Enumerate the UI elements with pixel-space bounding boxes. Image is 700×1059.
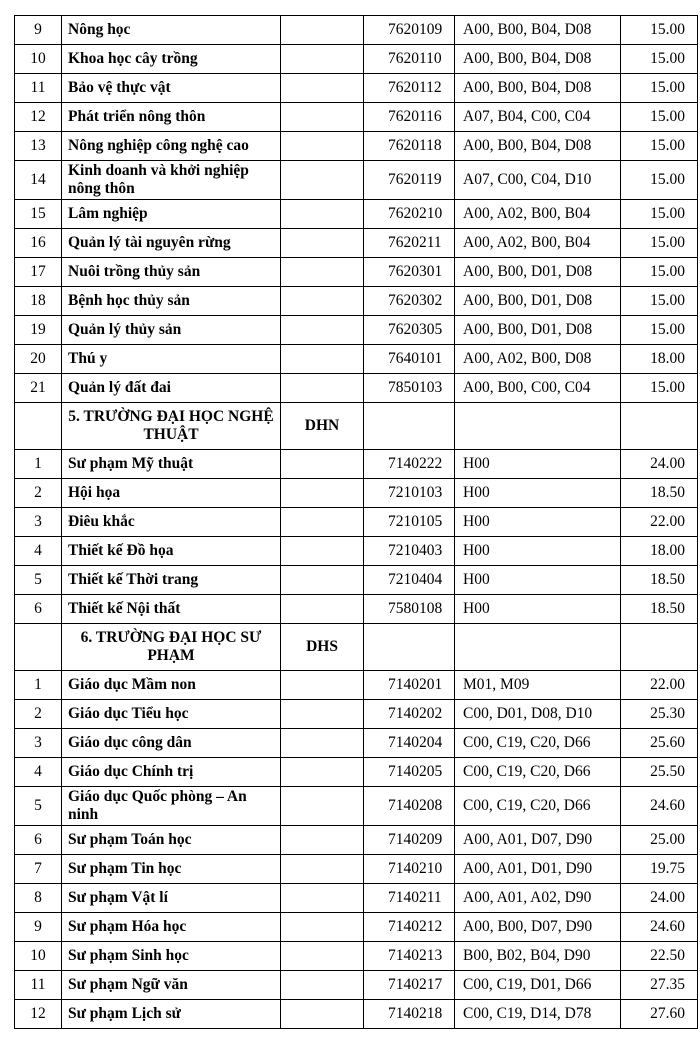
major-name-cell: Giáo dục Chính trị bbox=[62, 758, 281, 787]
major-name-cell: Sư phạm Hóa học bbox=[62, 913, 281, 942]
subject-combinations-cell: B00, B02, B04, D90 bbox=[455, 942, 621, 971]
benchmark-score-cell: 18.00 bbox=[621, 345, 698, 374]
subject-combinations-cell: C00, C19, C20, D66 bbox=[455, 787, 621, 826]
admission-code-cell: 7580108 bbox=[364, 595, 455, 624]
row-number-cell: 1 bbox=[15, 450, 62, 479]
admission-code-cell: 7140208 bbox=[364, 787, 455, 826]
school-code-cell bbox=[281, 671, 364, 700]
school-code-cell bbox=[281, 316, 364, 345]
major-name-cell: Quản lý thủy sản bbox=[62, 316, 281, 345]
major-name-cell: Hội họa bbox=[62, 479, 281, 508]
benchmark-score-cell: 15.00 bbox=[621, 287, 698, 316]
benchmark-score-cell: 15.00 bbox=[621, 200, 698, 229]
admission-code-cell: 7620109 bbox=[364, 16, 455, 45]
school-code-cell: DHS bbox=[281, 624, 364, 671]
major-name-cell: Lâm nghiệp bbox=[62, 200, 281, 229]
benchmark-score-cell: 25.30 bbox=[621, 700, 698, 729]
benchmark-score-cell: 18.50 bbox=[621, 566, 698, 595]
row-number-cell: 5 bbox=[15, 787, 62, 826]
subject-combinations-cell: A00, A02, B00, B04 bbox=[455, 229, 621, 258]
admission-code-cell: 7620301 bbox=[364, 258, 455, 287]
subject-combinations-cell: A00, B00, B04, D08 bbox=[455, 74, 621, 103]
benchmark-score-cell: 15.00 bbox=[621, 161, 698, 200]
row-number-cell: 2 bbox=[15, 479, 62, 508]
major-name-cell: Kinh doanh và khởi nghiệp nông thôn bbox=[62, 161, 281, 200]
row-number-cell: 14 bbox=[15, 161, 62, 200]
row-number-cell: 12 bbox=[15, 103, 62, 132]
subject-combinations-cell bbox=[455, 403, 621, 450]
school-code-cell bbox=[281, 595, 364, 624]
subject-combinations-cell bbox=[455, 624, 621, 671]
school-code-cell bbox=[281, 45, 364, 74]
admission-code-cell: 7850103 bbox=[364, 374, 455, 403]
table-row bbox=[15, 913, 698, 942]
benchmark-score-cell: 15.00 bbox=[621, 316, 698, 345]
school-code-cell bbox=[281, 729, 364, 758]
school-code-cell bbox=[281, 826, 364, 855]
school-code-cell bbox=[281, 1000, 364, 1029]
subject-combinations-cell: H00 bbox=[455, 479, 621, 508]
admission-code-cell: 7620112 bbox=[364, 74, 455, 103]
admission-code-cell: 7140213 bbox=[364, 942, 455, 971]
table-row bbox=[15, 508, 698, 537]
row-number-cell: 8 bbox=[15, 884, 62, 913]
benchmark-score-cell: 24.00 bbox=[621, 450, 698, 479]
school-code-cell bbox=[281, 74, 364, 103]
benchmark-score-cell: 15.00 bbox=[621, 45, 698, 74]
major-name-cell: Thiết kế Nội thất bbox=[62, 595, 281, 624]
subject-combinations-cell: A00, B00, C00, C04 bbox=[455, 374, 621, 403]
subject-combinations-cell: H00 bbox=[455, 566, 621, 595]
admission-code-cell: 7140217 bbox=[364, 971, 455, 1000]
admission-code-cell: 7620302 bbox=[364, 287, 455, 316]
table-row bbox=[15, 537, 698, 566]
table-row bbox=[15, 374, 698, 403]
benchmark-score-cell: 18.50 bbox=[621, 479, 698, 508]
admission-code-cell bbox=[364, 403, 455, 450]
admission-code-cell: 7640101 bbox=[364, 345, 455, 374]
table-row bbox=[15, 229, 698, 258]
table-row bbox=[15, 161, 698, 200]
school-code-cell bbox=[281, 103, 364, 132]
benchmark-score-cell: 19.75 bbox=[621, 855, 698, 884]
major-name-cell: 6. TRƯỜNG ĐẠI HỌC SƯ PHẠM bbox=[62, 624, 281, 671]
table-row bbox=[15, 671, 698, 700]
subject-combinations-cell: A00, B00, D07, D90 bbox=[455, 913, 621, 942]
table-row bbox=[15, 826, 698, 855]
row-number-cell bbox=[15, 403, 62, 450]
school-code-cell bbox=[281, 884, 364, 913]
admission-code-cell: 7620305 bbox=[364, 316, 455, 345]
subject-combinations-cell: M01, M09 bbox=[455, 671, 621, 700]
admission-code-cell: 7140202 bbox=[364, 700, 455, 729]
table-row bbox=[15, 74, 698, 103]
row-number-cell: 5 bbox=[15, 566, 62, 595]
table-row bbox=[15, 200, 698, 229]
benchmark-score-cell: 22.50 bbox=[621, 942, 698, 971]
admission-code-cell: 7210105 bbox=[364, 508, 455, 537]
benchmark-score-cell: 24.60 bbox=[621, 787, 698, 826]
subject-combinations-cell: A00, A01, D07, D90 bbox=[455, 826, 621, 855]
admission-code-cell: 7620118 bbox=[364, 132, 455, 161]
admission-code-cell: 7140211 bbox=[364, 884, 455, 913]
row-number-cell: 6 bbox=[15, 595, 62, 624]
subject-combinations-cell: A00, B00, D01, D08 bbox=[455, 258, 621, 287]
subject-combinations-cell: C00, C19, C20, D66 bbox=[455, 758, 621, 787]
table-row bbox=[15, 132, 698, 161]
table-row bbox=[15, 16, 698, 45]
row-number-cell: 13 bbox=[15, 132, 62, 161]
table-row bbox=[15, 758, 698, 787]
row-number-cell: 4 bbox=[15, 758, 62, 787]
admission-scores-table bbox=[14, 15, 698, 1029]
table-row bbox=[15, 1000, 698, 1029]
school-code-cell bbox=[281, 971, 364, 1000]
major-name-cell: Giáo dục Quốc phòng – An ninh bbox=[62, 787, 281, 826]
major-name-cell: Thiết kế Thời trang bbox=[62, 566, 281, 595]
school-code-cell bbox=[281, 942, 364, 971]
table-row bbox=[15, 258, 698, 287]
subject-combinations-cell: C00, C19, D01, D66 bbox=[455, 971, 621, 1000]
row-number-cell: 12 bbox=[15, 1000, 62, 1029]
school-code-cell bbox=[281, 758, 364, 787]
major-name-cell: Thú y bbox=[62, 345, 281, 374]
major-name-cell: Nông học bbox=[62, 16, 281, 45]
benchmark-score-cell: 15.00 bbox=[621, 16, 698, 45]
admission-code-cell: 7140218 bbox=[364, 1000, 455, 1029]
major-name-cell: Giáo dục Tiểu học bbox=[62, 700, 281, 729]
row-number-cell: 1 bbox=[15, 671, 62, 700]
major-name-cell: Nuôi trồng thủy sản bbox=[62, 258, 281, 287]
admission-code-cell: 7620210 bbox=[364, 200, 455, 229]
subject-combinations-cell: A00, B00, B04, D08 bbox=[455, 45, 621, 74]
subject-combinations-cell: A00, A02, B00, D08 bbox=[455, 345, 621, 374]
table-row bbox=[15, 479, 698, 508]
row-number-cell bbox=[15, 624, 62, 671]
row-number-cell: 11 bbox=[15, 971, 62, 1000]
table-row bbox=[15, 287, 698, 316]
admission-code-cell: 7210103 bbox=[364, 479, 455, 508]
table-body bbox=[15, 16, 698, 1029]
table-row bbox=[15, 316, 698, 345]
benchmark-score-cell: 25.50 bbox=[621, 758, 698, 787]
benchmark-score-cell: 25.00 bbox=[621, 826, 698, 855]
benchmark-score-cell: 15.00 bbox=[621, 258, 698, 287]
admission-code-cell: 7140201 bbox=[364, 671, 455, 700]
major-name-cell: Quản lý đất đai bbox=[62, 374, 281, 403]
subject-combinations-cell: A00, B00, D01, D08 bbox=[455, 287, 621, 316]
table-row bbox=[15, 595, 698, 624]
major-name-cell: Sư phạm Mỹ thuật bbox=[62, 450, 281, 479]
major-name-cell: Giáo dục Mầm non bbox=[62, 671, 281, 700]
row-number-cell: 3 bbox=[15, 508, 62, 537]
table-row bbox=[15, 700, 698, 729]
row-number-cell: 9 bbox=[15, 913, 62, 942]
subject-combinations-cell: A00, B00, B04, D08 bbox=[455, 16, 621, 45]
subject-combinations-cell: H00 bbox=[455, 450, 621, 479]
row-number-cell: 6 bbox=[15, 826, 62, 855]
school-code-cell bbox=[281, 700, 364, 729]
subject-combinations-cell: H00 bbox=[455, 508, 621, 537]
benchmark-score-cell: 15.00 bbox=[621, 374, 698, 403]
major-name-cell: 5. TRƯỜNG ĐẠI HỌC NGHỆ THUẬT bbox=[62, 403, 281, 450]
table-row bbox=[15, 345, 698, 374]
school-code-cell bbox=[281, 258, 364, 287]
admission-code-cell: 7140204 bbox=[364, 729, 455, 758]
major-name-cell: Sư phạm Toán học bbox=[62, 826, 281, 855]
subject-combinations-cell: A00, B00, D01, D08 bbox=[455, 316, 621, 345]
benchmark-score-cell: 18.50 bbox=[621, 595, 698, 624]
section-header-row bbox=[15, 624, 698, 671]
major-name-cell: Bảo vệ thực vật bbox=[62, 74, 281, 103]
school-code-cell bbox=[281, 450, 364, 479]
major-name-cell: Quản lý tài nguyên rừng bbox=[62, 229, 281, 258]
school-code-cell bbox=[281, 200, 364, 229]
admission-code-cell: 7620211 bbox=[364, 229, 455, 258]
benchmark-score-cell: 27.60 bbox=[621, 1000, 698, 1029]
row-number-cell: 15 bbox=[15, 200, 62, 229]
school-code-cell bbox=[281, 345, 364, 374]
table-row bbox=[15, 855, 698, 884]
benchmark-score-cell: 25.60 bbox=[621, 729, 698, 758]
major-name-cell: Bệnh học thủy sản bbox=[62, 287, 281, 316]
major-name-cell: Giáo dục công dân bbox=[62, 729, 281, 758]
admission-code-cell: 7140209 bbox=[364, 826, 455, 855]
row-number-cell: 16 bbox=[15, 229, 62, 258]
row-number-cell: 18 bbox=[15, 287, 62, 316]
table-row bbox=[15, 942, 698, 971]
school-code-cell bbox=[281, 229, 364, 258]
admission-code-cell: 7140205 bbox=[364, 758, 455, 787]
school-code-cell bbox=[281, 787, 364, 826]
table-row bbox=[15, 566, 698, 595]
row-number-cell: 9 bbox=[15, 16, 62, 45]
major-name-cell: Sư phạm Ngữ văn bbox=[62, 971, 281, 1000]
benchmark-score-cell: 15.00 bbox=[621, 229, 698, 258]
table-row bbox=[15, 45, 698, 74]
row-number-cell: 20 bbox=[15, 345, 62, 374]
benchmark-score-cell: 27.35 bbox=[621, 971, 698, 1000]
row-number-cell: 2 bbox=[15, 700, 62, 729]
admission-code-cell: 7620119 bbox=[364, 161, 455, 200]
admission-code-cell: 7210403 bbox=[364, 537, 455, 566]
benchmark-score-cell: 18.00 bbox=[621, 537, 698, 566]
row-number-cell: 21 bbox=[15, 374, 62, 403]
benchmark-score-cell: 15.00 bbox=[621, 103, 698, 132]
benchmark-score-cell: 22.00 bbox=[621, 508, 698, 537]
admission-code-cell: 7210404 bbox=[364, 566, 455, 595]
table-row bbox=[15, 450, 698, 479]
major-name-cell: Sư phạm Lịch sử bbox=[62, 1000, 281, 1029]
benchmark-score-cell: 22.00 bbox=[621, 671, 698, 700]
benchmark-score-cell: 24.00 bbox=[621, 884, 698, 913]
admission-code-cell bbox=[364, 624, 455, 671]
school-code-cell bbox=[281, 132, 364, 161]
benchmark-score-cell bbox=[621, 624, 698, 671]
school-code-cell bbox=[281, 537, 364, 566]
benchmark-score-cell bbox=[621, 403, 698, 450]
major-name-cell: Nông nghiệp công nghệ cao bbox=[62, 132, 281, 161]
row-number-cell: 10 bbox=[15, 45, 62, 74]
subject-combinations-cell: A00, A02, B00, B04 bbox=[455, 200, 621, 229]
major-name-cell: Điêu khắc bbox=[62, 508, 281, 537]
school-code-cell bbox=[281, 374, 364, 403]
school-code-cell bbox=[281, 16, 364, 45]
table-row bbox=[15, 103, 698, 132]
school-code-cell bbox=[281, 479, 364, 508]
admission-code-cell: 7620116 bbox=[364, 103, 455, 132]
table-row bbox=[15, 884, 698, 913]
table-row bbox=[15, 787, 698, 826]
subject-combinations-cell: A07, B04, C00, C04 bbox=[455, 103, 621, 132]
school-code-cell bbox=[281, 913, 364, 942]
school-code-cell bbox=[281, 855, 364, 884]
admission-code-cell: 7140222 bbox=[364, 450, 455, 479]
subject-combinations-cell: H00 bbox=[455, 595, 621, 624]
school-code-cell bbox=[281, 508, 364, 537]
major-name-cell: Sư phạm Tin học bbox=[62, 855, 281, 884]
row-number-cell: 10 bbox=[15, 942, 62, 971]
admission-code-cell: 7140212 bbox=[364, 913, 455, 942]
school-code-cell bbox=[281, 566, 364, 595]
major-name-cell: Phát triển nông thôn bbox=[62, 103, 281, 132]
section-header-row bbox=[15, 403, 698, 450]
row-number-cell: 7 bbox=[15, 855, 62, 884]
major-name-cell: Khoa học cây trồng bbox=[62, 45, 281, 74]
subject-combinations-cell: C00, D01, D08, D10 bbox=[455, 700, 621, 729]
row-number-cell: 4 bbox=[15, 537, 62, 566]
benchmark-score-cell: 15.00 bbox=[621, 132, 698, 161]
subject-combinations-cell: A00, A01, D01, D90 bbox=[455, 855, 621, 884]
row-number-cell: 19 bbox=[15, 316, 62, 345]
subject-combinations-cell: C00, C19, D14, D78 bbox=[455, 1000, 621, 1029]
subject-combinations-cell: A00, B00, B04, D08 bbox=[455, 132, 621, 161]
benchmark-score-cell: 15.00 bbox=[621, 74, 698, 103]
admission-code-cell: 7620110 bbox=[364, 45, 455, 74]
row-number-cell: 11 bbox=[15, 74, 62, 103]
subject-combinations-cell: A07, C00, C04, D10 bbox=[455, 161, 621, 200]
major-name-cell: Thiết kế Đồ họa bbox=[62, 537, 281, 566]
row-number-cell: 17 bbox=[15, 258, 62, 287]
school-code-cell bbox=[281, 161, 364, 200]
table-row bbox=[15, 971, 698, 1000]
major-name-cell: Sư phạm Sinh học bbox=[62, 942, 281, 971]
admission-code-cell: 7140210 bbox=[364, 855, 455, 884]
benchmark-score-cell: 24.60 bbox=[621, 913, 698, 942]
school-code-cell bbox=[281, 287, 364, 316]
school-code-cell: DHN bbox=[281, 403, 364, 450]
row-number-cell: 3 bbox=[15, 729, 62, 758]
subject-combinations-cell: A00, A01, A02, D90 bbox=[455, 884, 621, 913]
subject-combinations-cell: C00, C19, C20, D66 bbox=[455, 729, 621, 758]
subject-combinations-cell: H00 bbox=[455, 537, 621, 566]
major-name-cell: Sư phạm Vật lí bbox=[62, 884, 281, 913]
table-row bbox=[15, 729, 698, 758]
